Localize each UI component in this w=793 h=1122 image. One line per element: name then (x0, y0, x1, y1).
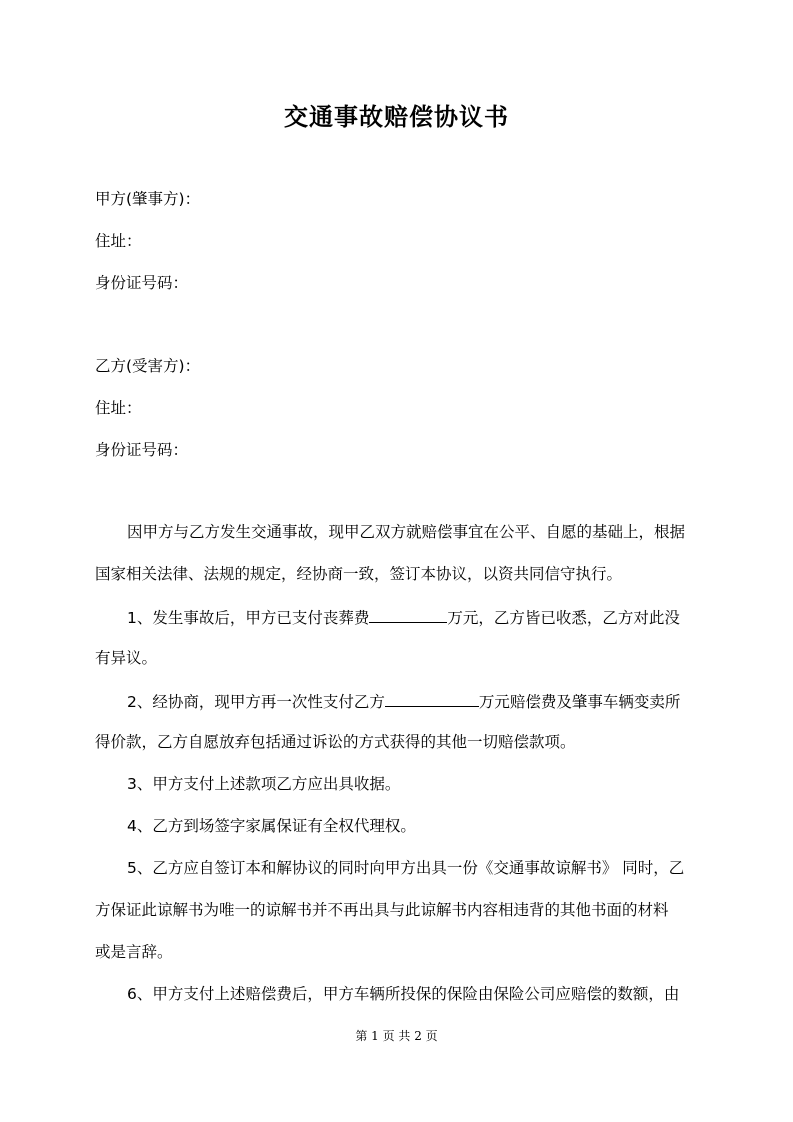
clause-6-line-1: 6、甲方支付上述赔偿费后，甲方车辆所投保的保险由保险公司应赔偿的数额，由 (127, 985, 680, 1003)
party-a-id: 身份证号码： (95, 274, 189, 292)
party-b-id: 身份证号码： (95, 441, 189, 459)
clause-2-line-2: 得价款，乙方自愿放弃包括通过诉讼的方式获得的其他一切赔偿款项。 (95, 733, 576, 751)
funeral-fee-blank[interactable] (369, 606, 447, 623)
party-b-address: 住址： (95, 399, 142, 417)
clause-3: 3、甲方支付上述款项乙方应出具收据。 (127, 775, 401, 793)
clause-1-before: 1、发生事故后，甲方已支付丧葬费 (127, 609, 370, 627)
clause-5-line-1: 5、乙方应自签订本和解协议的同时向甲方出具一份《交通事故谅解书》 同时，乙 (127, 859, 685, 877)
clause-2-before: 2、经协商，现甲方再一次性支付乙方 (127, 693, 385, 711)
clause-5-line-2: 方保证此谅解书为唯一的谅解书并不再出具与此谅解书内容相违背的其他书面的材料 (95, 901, 669, 919)
compensation-blank[interactable] (385, 690, 479, 707)
page-number-footer: 第 1 页 共 2 页 (355, 1029, 438, 1043)
intro-line-1: 因甲方与乙方发生交通事故，现甲乙双方就赔偿事宜在公平、自愿的基础上，根据 (127, 523, 686, 541)
clause-5-line-3: 或是言辞。 (95, 943, 173, 961)
party-a-label: 甲方(肇事方)： (95, 190, 201, 208)
party-b-label: 乙方(受害方)： (95, 357, 201, 375)
clause-2-line-1 (127, 690, 680, 712)
intro-line-2: 国家相关法律、法规的规定，经协商一致，签订本协议，以资共同信守执行。 (95, 565, 623, 583)
clause-2-after: 万元赔偿费及肇事车辆变卖所 (478, 693, 681, 711)
party-a-address: 住址： (95, 232, 142, 250)
clause-1-line-1 (127, 606, 680, 628)
clause-4: 4、乙方到场签字家属保证有全权代理权。 (127, 817, 416, 835)
document-title: 交通事故赔偿协议书 (284, 102, 509, 131)
clause-1-line-2: 有异议。 (95, 649, 158, 667)
clause-1-after: 万元，乙方皆已收悉，乙方对此没 (447, 609, 680, 627)
